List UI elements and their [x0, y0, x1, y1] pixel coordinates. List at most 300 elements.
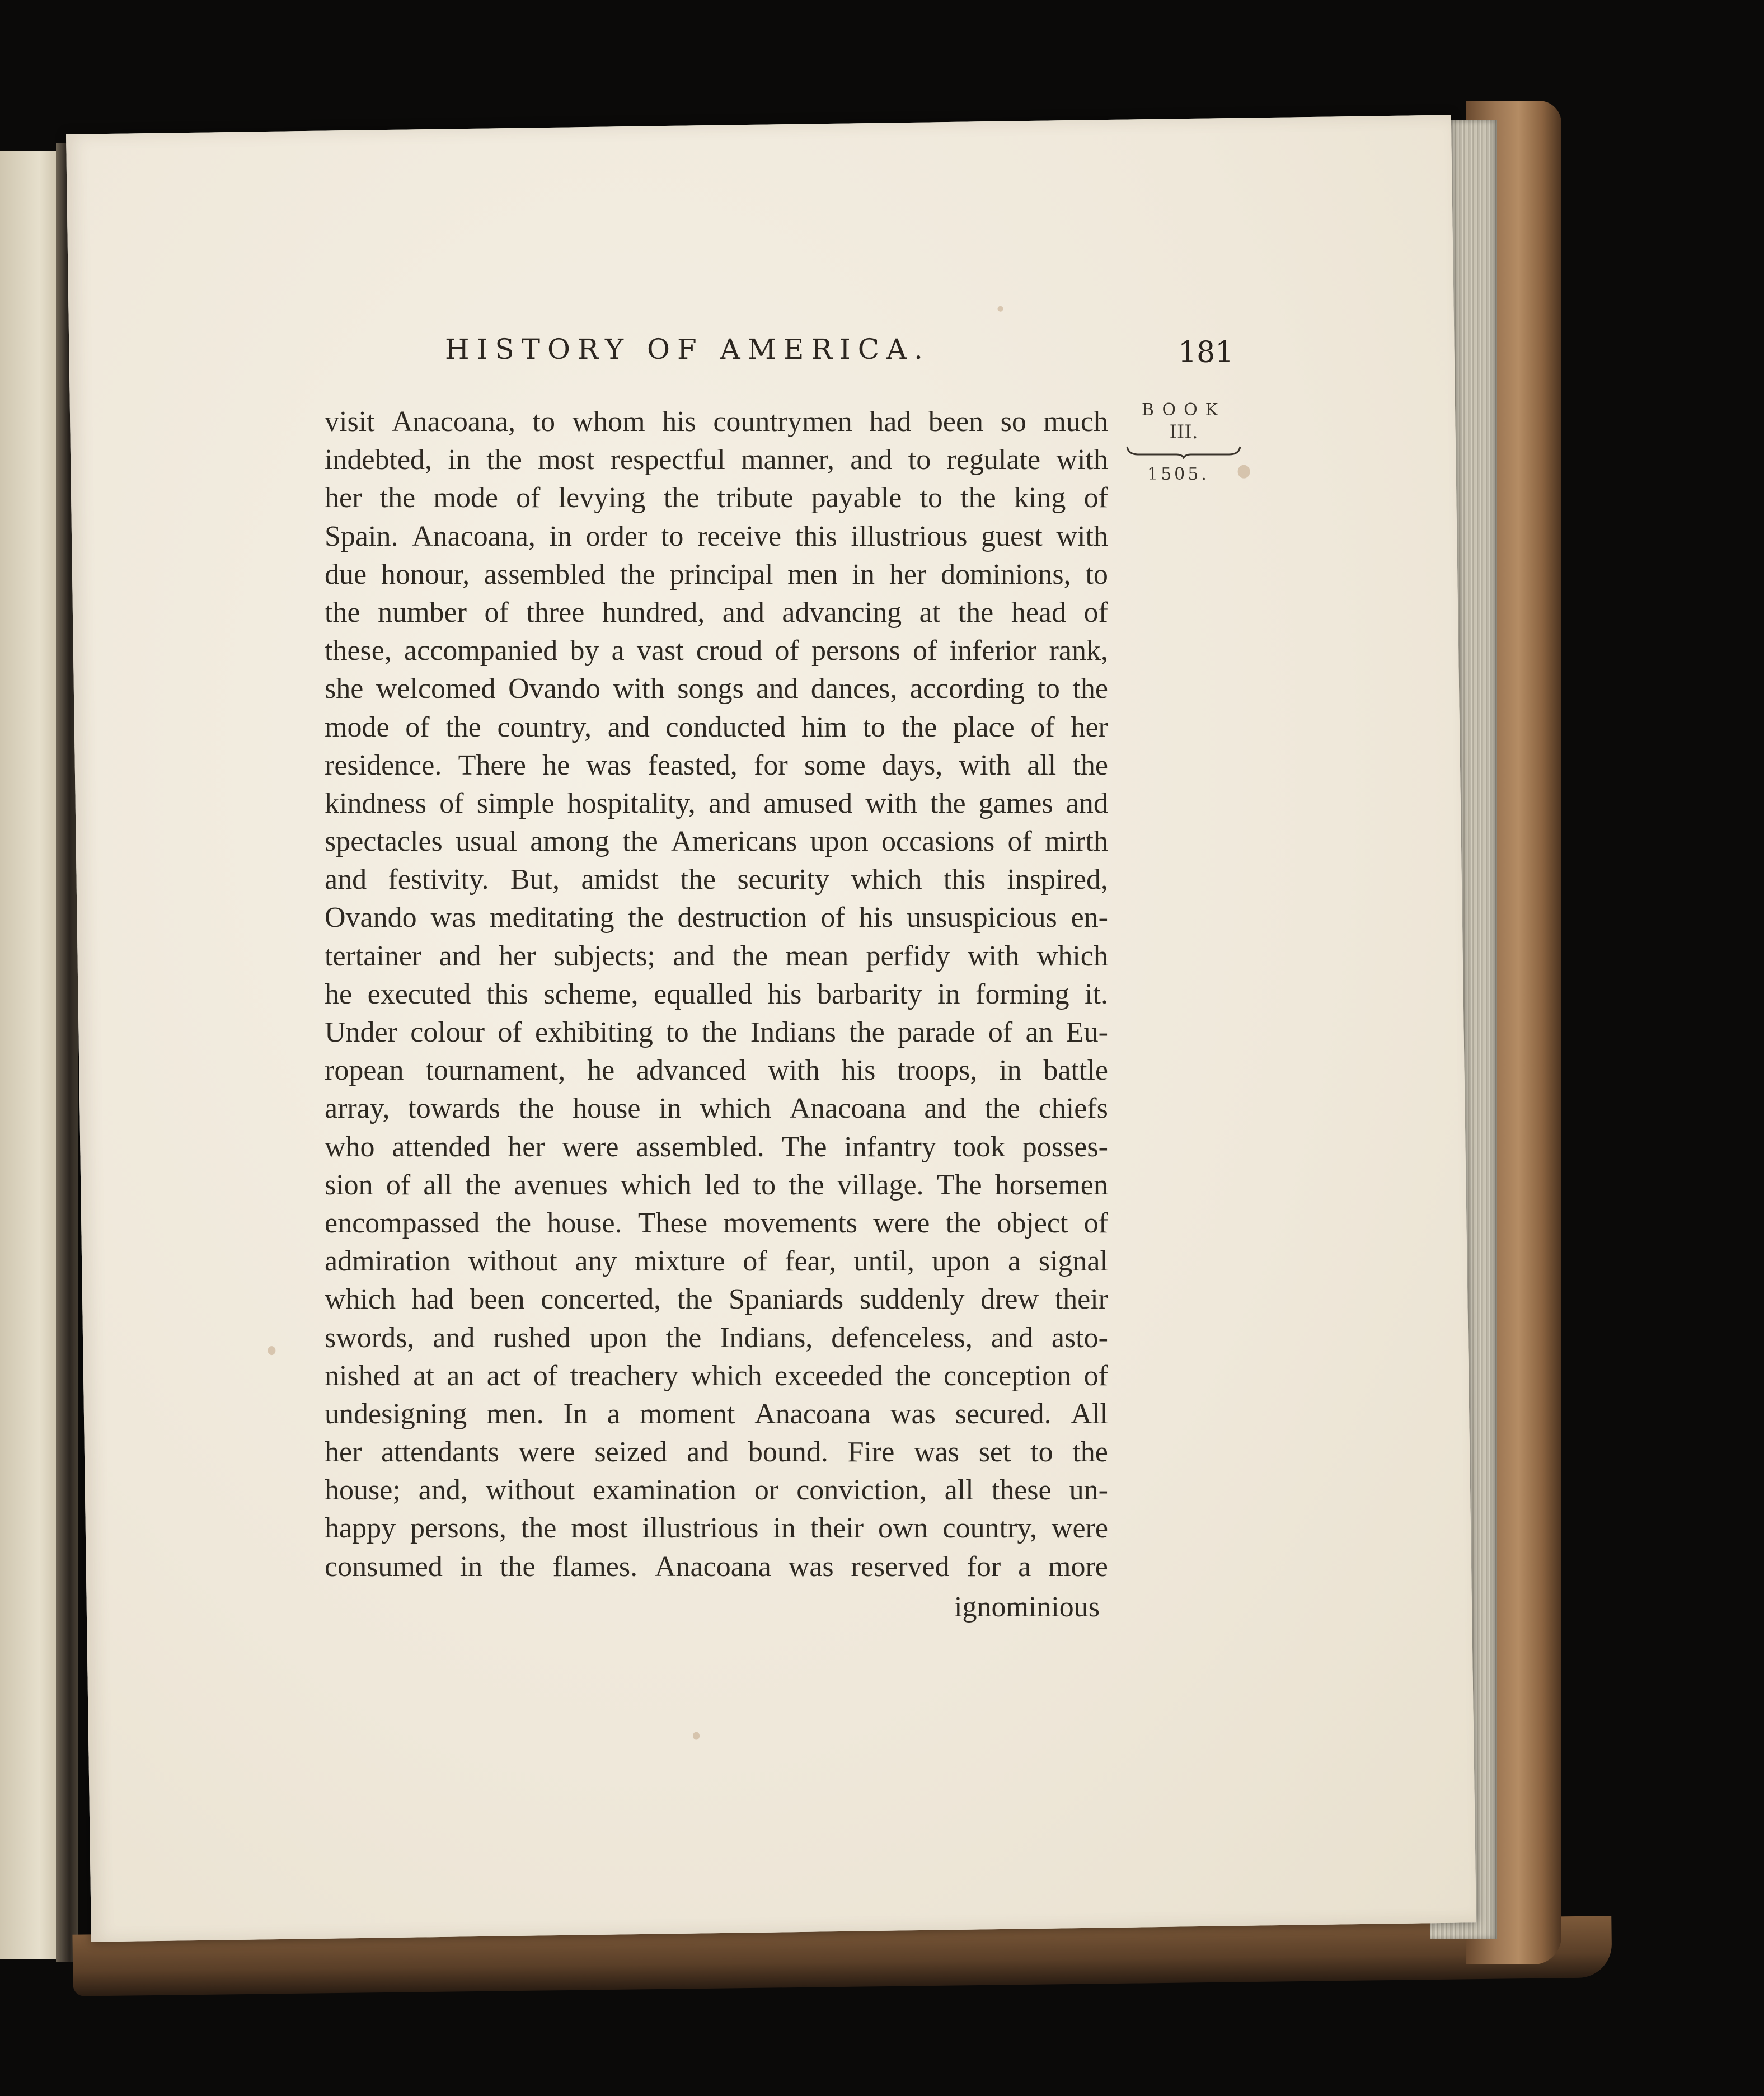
word: days, [881, 749, 943, 781]
word: or [754, 1474, 779, 1507]
word: a [607, 1398, 620, 1430]
word: There [458, 749, 526, 781]
word: with [1056, 444, 1108, 476]
foxing-spot [268, 1346, 275, 1355]
word: his [858, 902, 893, 934]
word: of [533, 1359, 558, 1392]
word: in [459, 1550, 483, 1583]
word: persons, [410, 1512, 506, 1545]
word: reserved [851, 1550, 950, 1583]
word: he [542, 749, 570, 781]
word: usual [456, 826, 517, 858]
word: tertainer [325, 940, 422, 972]
word: for [754, 749, 788, 781]
word: was [430, 902, 476, 934]
word: Ovando [325, 902, 417, 934]
word: battle [1043, 1054, 1108, 1087]
word: much [1043, 406, 1108, 438]
word: ropean [325, 1054, 404, 1087]
word: with [967, 940, 1020, 972]
word: house. [547, 1207, 622, 1239]
word: signal [1038, 1245, 1108, 1278]
word: the [680, 864, 716, 896]
page-number: 181 [1178, 336, 1234, 369]
word: men [787, 558, 838, 590]
word: and [325, 864, 367, 896]
word: the [628, 902, 664, 934]
word: the [465, 1169, 501, 1201]
word: upon [810, 826, 869, 858]
word: without [468, 1245, 557, 1278]
word: at [919, 596, 941, 629]
word: he [325, 978, 353, 1010]
word: these, [325, 635, 392, 667]
word: mode [433, 482, 498, 514]
word: order [585, 520, 648, 552]
word: visit [325, 406, 375, 438]
word: with [959, 749, 1011, 781]
word: Americans [671, 826, 797, 858]
word: to [908, 444, 931, 476]
word: songs [677, 673, 744, 705]
word: and [722, 596, 764, 629]
word: mean [785, 940, 849, 972]
word: hundred, [602, 596, 705, 629]
word: most [538, 444, 595, 476]
word: her [508, 1131, 545, 1163]
word: barbarity [817, 978, 922, 1010]
word: welcomed [376, 673, 496, 705]
word: to [1037, 673, 1060, 705]
word: Eu- [1066, 1016, 1108, 1048]
margin-volume: III. [1169, 421, 1198, 443]
word: the [789, 1169, 824, 1201]
word: among [530, 826, 609, 858]
word: feasted, [648, 749, 738, 781]
word: fear, [785, 1245, 836, 1278]
word: the [379, 482, 416, 514]
word: in [937, 978, 960, 1010]
word: his [662, 406, 696, 438]
word: been [470, 1283, 525, 1316]
word: scheme, [543, 978, 639, 1010]
text-line [325, 632, 1108, 670]
word: of [820, 902, 845, 934]
word: admiration [325, 1245, 451, 1278]
word: attended [392, 1131, 491, 1163]
foxing-spot [997, 306, 1003, 312]
word: he [587, 1054, 615, 1087]
word: the [445, 711, 481, 743]
word: this [943, 864, 986, 896]
brace-icon [1125, 444, 1242, 459]
word: this [795, 520, 837, 552]
text-line [325, 1509, 1108, 1548]
margin-note [1119, 400, 1248, 484]
word: suddenly [859, 1283, 965, 1316]
word: had [411, 1283, 454, 1316]
text-line [325, 1319, 1108, 1357]
text-line [325, 518, 1108, 556]
word: security [737, 864, 830, 896]
word: swords, [325, 1321, 415, 1354]
word: the [1072, 1436, 1108, 1469]
word: These [637, 1207, 708, 1239]
word: rushed [493, 1321, 571, 1354]
word: place [953, 711, 1015, 743]
word: exceeded [775, 1359, 883, 1392]
word: men. [486, 1398, 544, 1430]
word: vast [636, 635, 684, 667]
word: concerted, [541, 1283, 662, 1316]
word: encompassed [325, 1207, 480, 1239]
word: her [325, 1436, 362, 1469]
word: the [901, 711, 937, 743]
word: the [665, 1321, 702, 1354]
word: house [573, 1092, 641, 1125]
word: towards [408, 1092, 500, 1125]
word: and [756, 673, 799, 705]
text-line [325, 441, 1108, 479]
word: un- [1069, 1474, 1108, 1507]
word: honour, [381, 558, 470, 590]
text-line [325, 1548, 1108, 1586]
word: which [700, 1092, 771, 1125]
word: and [433, 1321, 475, 1354]
word: which [620, 1169, 692, 1201]
word: in [773, 1512, 796, 1545]
word: inspired, [1007, 864, 1108, 896]
word: her [1071, 711, 1108, 743]
text-line [325, 747, 1108, 785]
text-line [325, 1357, 1108, 1395]
word: until, [853, 1245, 914, 1278]
word: Anacoana, [412, 520, 536, 552]
word: number [378, 596, 467, 629]
word: asto- [1051, 1321, 1108, 1354]
word: their [1054, 1283, 1108, 1316]
word: his [841, 1054, 876, 1087]
text-line [325, 1395, 1108, 1433]
word: guest [981, 520, 1043, 552]
text-line [325, 594, 1108, 632]
word: the [1072, 673, 1108, 705]
word: simple [476, 787, 555, 819]
word: indebted, [325, 444, 433, 476]
word: seized [594, 1436, 668, 1469]
running-title: HISTORY OF AMERICA. [445, 333, 930, 365]
word: of [439, 787, 464, 819]
word: Spaniards [729, 1283, 844, 1316]
word: payable [811, 482, 902, 514]
word: the [945, 1207, 982, 1239]
word: according [909, 673, 1025, 705]
text-line [325, 785, 1108, 823]
word: Indians, [720, 1321, 813, 1354]
text-line [325, 556, 1108, 594]
word: the [620, 558, 655, 590]
word: of [1083, 482, 1108, 514]
word: the [984, 1092, 1020, 1125]
word: drew [980, 1283, 1039, 1316]
word: of [988, 1016, 1013, 1048]
text-line [325, 1090, 1108, 1128]
text-line [325, 1052, 1108, 1090]
word: Anacoana, [392, 406, 515, 438]
word: assembled. [636, 1131, 764, 1163]
word: of [1007, 826, 1032, 858]
word: the [486, 444, 522, 476]
word: and [673, 940, 715, 972]
word: their [810, 1512, 864, 1545]
word: of [484, 596, 509, 629]
word: amidst [581, 864, 659, 896]
word: unsuspicious [907, 902, 1057, 934]
word: to [1085, 558, 1108, 590]
foxing-spot [693, 1732, 700, 1739]
word: equalled [654, 978, 753, 1010]
word: which [851, 864, 922, 896]
word: an [447, 1359, 475, 1392]
word: act [486, 1359, 521, 1392]
word: treachery [570, 1359, 679, 1392]
word: and, [418, 1474, 468, 1507]
word: in [549, 520, 572, 552]
text-line [325, 479, 1108, 517]
word: the [732, 940, 768, 972]
word: all [944, 1474, 974, 1507]
word: countrymen [713, 406, 852, 438]
word: and [687, 1436, 729, 1469]
word: festivity. [388, 864, 489, 896]
word: the [895, 1359, 931, 1392]
word: of [516, 482, 541, 514]
word: tribute [717, 482, 794, 514]
word: manner, [741, 444, 834, 476]
word: which [691, 1359, 762, 1392]
word: so [1000, 406, 1026, 438]
word: But, [510, 864, 560, 896]
word: persons [811, 635, 900, 667]
word: was [788, 1550, 834, 1583]
word: levying [558, 482, 646, 514]
word: country, [497, 711, 592, 743]
text-line [325, 1242, 1108, 1281]
word: advanced [636, 1054, 747, 1087]
word: own [878, 1512, 928, 1545]
word: the [495, 1207, 532, 1239]
word: conducted [665, 711, 786, 743]
word: with [768, 1054, 820, 1087]
word: in [852, 558, 875, 590]
word: consumed [325, 1550, 443, 1583]
word: these [991, 1474, 1052, 1507]
word: conception [943, 1359, 1072, 1392]
body-text [325, 403, 1108, 1586]
word: happy [325, 1512, 396, 1545]
text-line [325, 1128, 1108, 1166]
word: for [967, 1550, 1001, 1583]
word: more [1048, 1550, 1108, 1583]
word: the [1072, 749, 1108, 781]
word: and [439, 940, 481, 972]
word: the [930, 787, 966, 819]
word: the [518, 1092, 555, 1125]
word: house; [325, 1474, 401, 1507]
word: Fire [847, 1436, 895, 1469]
word: and [924, 1092, 967, 1125]
word: by [570, 635, 599, 667]
word: of [405, 711, 430, 743]
word: upon [932, 1245, 991, 1278]
word: with [1056, 520, 1108, 552]
word: a [1008, 1245, 1021, 1278]
word: All [1071, 1398, 1108, 1430]
word: rank, [1049, 635, 1108, 667]
word: which [325, 1283, 396, 1316]
word: en- [1071, 902, 1108, 934]
word: illustrious [642, 1512, 759, 1545]
text-line [325, 1166, 1108, 1204]
word: principal [669, 558, 773, 590]
word: the [960, 482, 996, 514]
word: to [532, 406, 555, 438]
word: her [889, 558, 927, 590]
word: regulate [946, 444, 1041, 476]
word: receive [697, 520, 782, 552]
word: meditating [490, 902, 614, 934]
word: of [775, 635, 799, 667]
text-line [325, 937, 1108, 976]
word: the [677, 1283, 713, 1316]
word: respectful [610, 444, 725, 476]
word: of [1083, 596, 1108, 629]
word: The [936, 1169, 982, 1201]
word: games [978, 787, 1053, 819]
word: Anacoana [655, 1550, 771, 1583]
text-line [325, 1281, 1108, 1319]
word: her [325, 482, 362, 514]
word: the [325, 596, 360, 629]
word: exhibiting [535, 1016, 653, 1048]
word: without [485, 1474, 575, 1507]
text-line [325, 670, 1108, 708]
word: him [801, 711, 847, 743]
word: and [709, 787, 751, 819]
word: was [890, 1398, 936, 1430]
word: this [486, 978, 529, 1010]
word: her [499, 940, 536, 972]
word: executed [367, 978, 471, 1010]
word: of [498, 1016, 522, 1048]
word: illustrious [851, 520, 968, 552]
word: set [978, 1436, 1011, 1469]
word: parade [897, 1016, 975, 1048]
word: infantry [844, 1131, 936, 1163]
word: to [862, 711, 886, 743]
word: mirth [1045, 826, 1108, 858]
word: the [849, 1016, 885, 1048]
word: movements [723, 1207, 858, 1239]
word: any [575, 1245, 617, 1278]
word: were [518, 1436, 575, 1469]
word: tournament, [425, 1054, 566, 1087]
word: with [865, 787, 917, 819]
word: who [325, 1131, 375, 1163]
word: accompanied [404, 635, 558, 667]
word: a [611, 635, 625, 667]
word: she [325, 673, 364, 705]
word: array, [325, 1092, 390, 1125]
word: village. [837, 1169, 924, 1201]
word: the [520, 1512, 557, 1545]
word: in [999, 1054, 1022, 1087]
word: Under [325, 1016, 397, 1048]
margin-year: 1505. [1147, 465, 1209, 484]
word: in [659, 1092, 682, 1125]
word: secured. [955, 1398, 1052, 1430]
word: examination [592, 1474, 736, 1507]
word: of [1083, 1359, 1108, 1392]
word: of [1083, 1207, 1108, 1239]
text-line [325, 899, 1108, 937]
word: and [850, 444, 893, 476]
word: to [919, 482, 942, 514]
word: attendants [381, 1436, 499, 1469]
word: of [743, 1245, 767, 1278]
word: undesigning [325, 1398, 467, 1430]
word: horsemen [994, 1169, 1108, 1201]
word: most [571, 1512, 628, 1545]
word: to [666, 1016, 689, 1048]
word: his [767, 978, 802, 1010]
word: of [1030, 711, 1055, 743]
word: Spain. [325, 520, 398, 552]
word: colour [410, 1016, 485, 1048]
word: subjects; [553, 940, 655, 972]
margin-book-label: BOOK [1141, 400, 1226, 420]
text-line [325, 1014, 1108, 1052]
word: were [1051, 1512, 1108, 1545]
word: forming [975, 978, 1069, 1010]
text-line [325, 1204, 1108, 1242]
word: the [622, 826, 658, 858]
catchword: ignominious [954, 1591, 1100, 1623]
word: and [1066, 787, 1108, 819]
word: the [663, 482, 700, 514]
word: had [869, 406, 912, 438]
word: head [1011, 596, 1066, 629]
word: avenues [514, 1169, 608, 1201]
word: with [613, 673, 665, 705]
word: at [413, 1359, 434, 1392]
word: led [705, 1169, 740, 1201]
text-line [325, 403, 1108, 441]
word: whom [572, 406, 645, 438]
text-line [325, 976, 1108, 1014]
word: dances, [810, 673, 898, 705]
word: which [1036, 940, 1108, 972]
word: sion [325, 1169, 373, 1201]
word: to [660, 520, 684, 552]
word: In [563, 1398, 588, 1430]
word: dominions, [941, 558, 1071, 590]
word: three [526, 596, 585, 629]
word: the [958, 596, 994, 629]
word: took [953, 1131, 1006, 1163]
word: and [991, 1321, 1033, 1354]
word: it. [1085, 978, 1108, 1010]
